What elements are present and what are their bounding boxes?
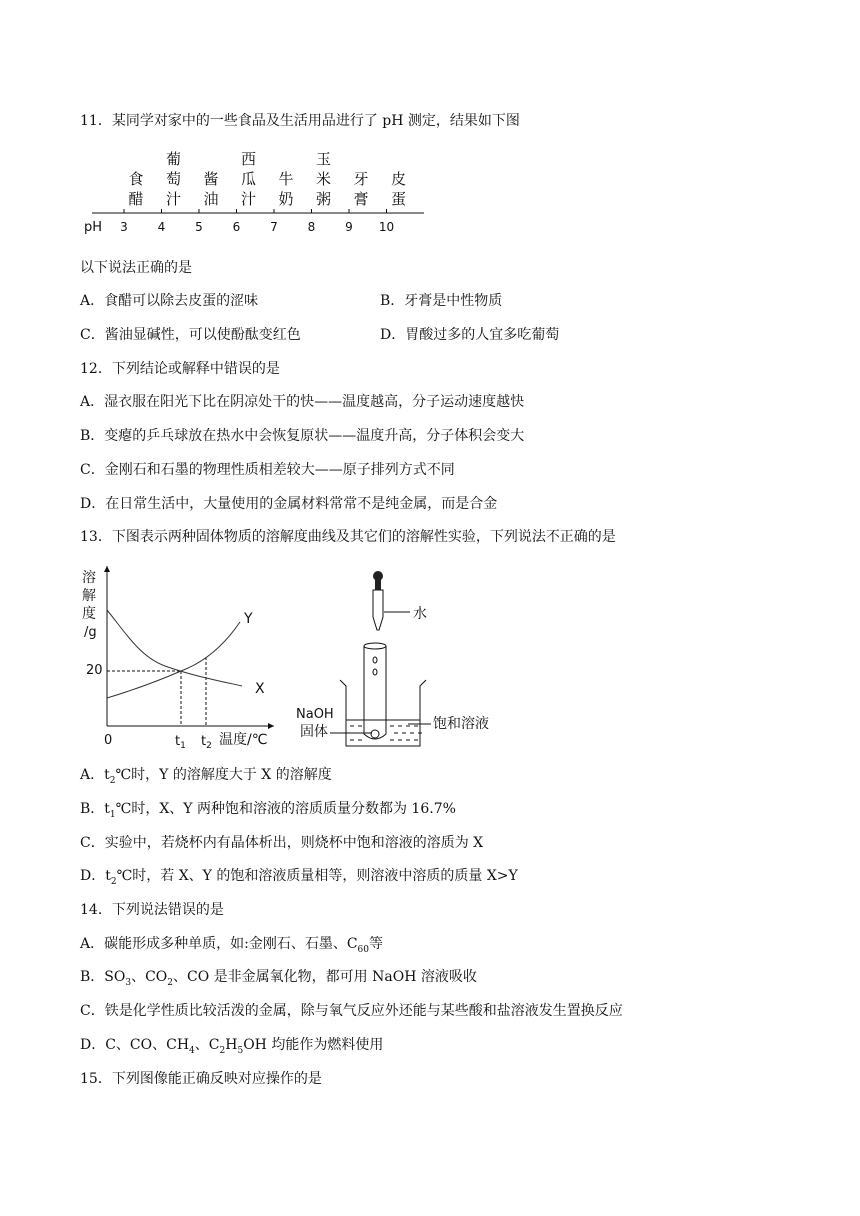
ph-item-name-char: 酱 (203, 170, 219, 188)
q11-option-b: B．牙膏是中性物质 (380, 293, 503, 309)
ph-item-name-char: 汁 (165, 190, 182, 208)
apparatus-diagram (296, 562, 496, 752)
ylabel-line-4: /g (84, 625, 97, 640)
t1-sub: 1 (180, 741, 186, 751)
q11-option-c: C．酱油显碱性，可以使酚酞变红色 (80, 327, 301, 343)
t2-label: t (201, 734, 207, 749)
q11-option-a: A．食醋可以除去皮蛋的涩味 (80, 293, 259, 309)
q11-option-d: D．胃酸过多的人宜多吃葡萄 (380, 327, 560, 343)
svg-text:t1 (175, 734, 186, 751)
ph-item-name-char: 牙 (353, 170, 369, 188)
q12-stem: 12．下列结论或解释中错误的是 (80, 361, 280, 377)
test-tube (364, 646, 386, 739)
q13-option-c: C．实验中，若烧杯内有晶体析出，则烧杯中饱和溶液的溶质为 X (80, 835, 484, 851)
ph-axis-label: pH (84, 220, 103, 235)
ph-item-name-char: 萄 (165, 170, 182, 188)
q13-stem: 13．下图表示两种固体物质的溶解度曲线及其它们的溶解性实验，下列说法不正确的是 (80, 529, 616, 545)
solubility-graph (80, 562, 280, 752)
ylabel-line-3: 度 (82, 606, 96, 622)
t2-sub: 2 (206, 741, 212, 751)
ph-value: 5 (195, 220, 203, 234)
ph-item-name-char: 蛋 (390, 190, 407, 208)
q12-option-c: C．金刚石和石墨的物理性质相差较大——原子排列方式不同 (80, 462, 455, 478)
naoh-label-2: 固体 (300, 724, 328, 740)
q14-option-c: C．铁是化学性质比较活泼的金属，除与氧气反应外还能与某些酸和盐溶液发生置换反应 (80, 1003, 623, 1019)
ph-scale-figure (78, 142, 438, 242)
ph-ticks (124, 209, 387, 213)
ph-item-name-char: 瓜 (240, 170, 257, 188)
q13-option-a: A．$t_2℃$时，Y 的溶解度大于 X 的溶解度 (80, 767, 332, 786)
drop-2 (373, 669, 377, 675)
xlabel: 温度/℃ (219, 732, 268, 748)
curve-y (107, 622, 240, 698)
dropper-bulb (373, 571, 383, 581)
ph-item-name-char: 汁 (240, 190, 257, 208)
water-label: 水 (413, 606, 427, 622)
ph-item-name-char: 食 (128, 170, 144, 188)
t1-label: t (175, 734, 181, 749)
q11-prompt: 以下说法正确的是 (80, 260, 192, 276)
ph-item-name-char: 膏 (353, 190, 369, 208)
ph-item-name-char: 粥 (315, 190, 332, 208)
ylabel-line-2: 解 (82, 588, 96, 604)
y-tick-20: 20 (86, 663, 103, 678)
ph-item-name-char: 牛 (278, 170, 294, 188)
q13-option-b: B．$t_1℃$时，X、Y 两种饱和溶液的溶质质量分数都为 16.7% (80, 801, 456, 820)
q12-option-a: A．湿衣服在阳光下比在阴凉处干的快——温度越高，分子运动速度越快 (80, 394, 525, 410)
solution-label: 饱和溶液 (433, 716, 489, 732)
ph-value: 7 (270, 220, 278, 234)
ph-value: 6 (232, 220, 241, 234)
q14-stem: 14．下列说法错误的是 (80, 902, 224, 918)
ph-item-name-char: 葡 (165, 150, 182, 168)
ph-item-name-char: 玉 (315, 150, 332, 168)
naoh-solid (371, 730, 379, 738)
ph-values (120, 220, 394, 234)
curve-x (107, 610, 242, 686)
ph-value: 3 (120, 220, 128, 234)
ylabel-line-1: 溶 (82, 570, 96, 586)
ph-item-name-char: 西 (240, 150, 257, 168)
dropper-tube (373, 590, 383, 630)
q15-stem: 15．下列图像能正确反映对应操作的是 (80, 1071, 322, 1087)
ph-value: 9 (345, 220, 353, 234)
q14-option-d: D．C、CO、$CH_4$、$C_2H_5OH$ 均能作为燃料使用 (80, 1037, 384, 1056)
q12-option-d: D．在日常生活中，大量使用的金属材料常常不是纯金属，而是合金 (80, 496, 498, 512)
ph-value: 4 (157, 220, 166, 234)
q14-option-b: B．$SO_3$、$CO_2$、CO 是非金属氧化物，都可用 NaOH 溶液吸收 (80, 969, 477, 988)
ph-value: 10 (378, 220, 395, 234)
ph-item-name-char: 奶 (278, 190, 294, 208)
origin-label: 0 (104, 733, 113, 748)
dropper-neck (375, 580, 381, 590)
ph-value: 8 (307, 220, 316, 234)
q14-option-a: A．碳能形成多种单质，如:金刚石、石墨、$C_{60}$等 (80, 936, 383, 955)
ph-item-name-char: 米 (315, 170, 332, 188)
svg-text:t2 (201, 734, 212, 751)
q12-option-b: B．变瘪的乒乓球放在热水中会恢复原状——温度升高，分子体积会变大 (80, 428, 525, 444)
curve-x-label: X (255, 681, 265, 697)
ph-item-name-char: 醋 (128, 190, 144, 208)
q13-option-d: D．$t_2℃$时，若 X、Y 的饱和溶液质量相等，则溶液中溶质的质量 X>Y (80, 868, 518, 887)
ph-item-name-char: 皮 (390, 170, 407, 188)
test-tube-mouth (364, 643, 386, 649)
ph-item-names (128, 150, 406, 208)
curve-y-label: Y (244, 611, 253, 627)
drop-1 (373, 657, 377, 663)
ph-item-name-char: 油 (203, 190, 219, 208)
q11-stem: 11．某同学对家中的一些食品及生活用品进行了 pH 测定，结果如下图 (80, 113, 520, 129)
naoh-label-1: NaOH (296, 707, 334, 722)
